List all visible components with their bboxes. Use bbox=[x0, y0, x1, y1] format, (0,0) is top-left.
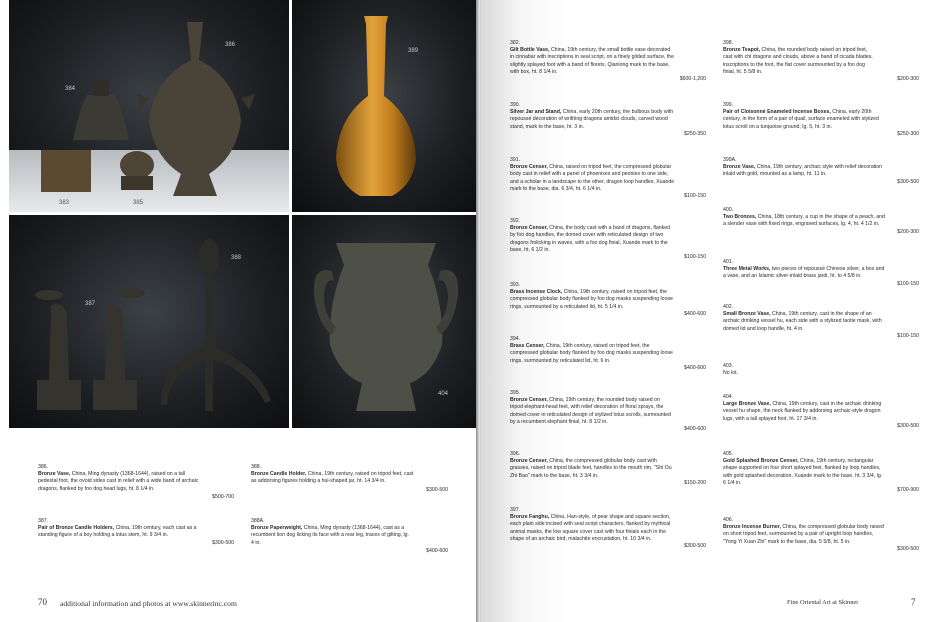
lot-title: Bronze Paperweight, bbox=[251, 525, 303, 532]
photo-lot-label: 385 bbox=[133, 200, 144, 206]
lot-estimate: $300-500 bbox=[897, 545, 919, 552]
photo-gilt-bottle-vase bbox=[292, 0, 478, 212]
lot-desc-line: tripod elephant-head feet, with relief decoration of floral sprays, the bbox=[510, 404, 664, 411]
lot-title: Bronze Teapot, bbox=[723, 47, 762, 54]
lot-desc-line: inlaid with gold, mounted as a lamp, ht. 11 in. bbox=[723, 171, 827, 178]
lot-desc-line: body cast in relief with a panel of phoenixes and peonies to one side, bbox=[510, 171, 669, 178]
lot-desc-line: base, ht. 6 1/2 in. bbox=[510, 246, 550, 253]
lot-desc-line: slightly splayed foot with a band of florets, Qianlong mark to the base, bbox=[510, 61, 670, 68]
lot-entry bbox=[510, 507, 706, 550]
lot-number: 388. bbox=[251, 464, 262, 470]
lot-entry bbox=[723, 102, 919, 138]
lot-desc-line: dragons frolicking in waves, with a foo dog finial, Xuande mark to the bbox=[510, 239, 668, 246]
lot-estimate: $300-500 bbox=[897, 178, 919, 185]
lot-desc-line: shape of an archaic bird, malachite encrustation, ht. 10 3/4 in. bbox=[510, 535, 652, 542]
lot-desc-line: pedestal foot, the ovoid sides cast in relief with a wide band of archaic bbox=[38, 478, 199, 485]
lot-desc-line: with gold splashed decoration, Xuande mark to the base, ht. 3 3/4, lg. bbox=[723, 472, 883, 479]
lot-title: Bronze Censer, bbox=[510, 458, 550, 465]
lot-desc-line: a vase, and an Islamic silver-inlaid brass jardi, ht. to 4 5/8 in. bbox=[723, 273, 862, 280]
lot-entry bbox=[723, 451, 919, 494]
lot-number: 403. bbox=[723, 363, 734, 369]
lot-number: 393. bbox=[510, 282, 521, 288]
lot-desc-line: as addorsing figures holding a hui-shaped jar, ht. 14 3/4 in. bbox=[251, 478, 386, 485]
lot-desc-line: Three Metal Works, two pieces of repoussé Chinese silver, a box and bbox=[723, 266, 885, 273]
lot-entry bbox=[723, 259, 919, 288]
lot-desc-line: grasses, raised on tripod blade feet, handles to the mouth rim, "Shi Ou bbox=[510, 465, 672, 472]
lot-title: Bronze Censer, bbox=[510, 397, 550, 404]
lot-desc-line: No lot. bbox=[723, 370, 738, 377]
lot-number: 400. bbox=[723, 207, 734, 213]
lot-desc-line: by foo dog handles, the domed cover with reticulated design of two bbox=[510, 232, 664, 239]
lot-desc-line: China, Ming dynasty (1368-1644), raised on a tall bbox=[71, 471, 186, 478]
bronze-vase-illustration bbox=[9, 0, 289, 212]
lot-desc-line: Brass Incense Clock, China, 19th century, raised on tripod feet, the bbox=[510, 289, 668, 296]
lot-desc-line: archaic drinking vessel hu, each side with a stylized taotie mask, with bbox=[723, 318, 882, 325]
lot-estimate: $300-500 bbox=[897, 422, 919, 429]
lot-title: Gold Splashed Bronze Censer, bbox=[723, 458, 800, 465]
lot-entry bbox=[723, 363, 919, 377]
lot-title: Gilt Bottle Vase, bbox=[510, 47, 551, 54]
lot-number: 399A. bbox=[723, 157, 737, 163]
lot-desc-line: compressed globular body flanked by foo dog masks suspending loose bbox=[510, 296, 673, 303]
lot-number: 406. bbox=[723, 517, 734, 523]
lot-estimate: $300-500 bbox=[684, 543, 706, 550]
lot-estimate: $150-200 bbox=[684, 479, 706, 486]
lot-entry bbox=[723, 304, 919, 340]
lot-desc-line: and a scholar in a landscape to the other, dragon loop handles, Xuande bbox=[510, 178, 675, 185]
lot-desc-line: cast with chi dragons and clouds, above a band of cicada blades, bbox=[723, 54, 873, 61]
right-page bbox=[481, 0, 948, 622]
lot-title: Silver Jar and Stand, bbox=[510, 109, 563, 116]
lot-388a-description bbox=[251, 518, 451, 547]
lot-entry bbox=[723, 394, 919, 430]
lot-estimate: $400-600 bbox=[426, 548, 448, 554]
lot-entry bbox=[510, 157, 706, 200]
lot-desc-line: Pair of Cloisonné Enameled Incense Boxes, China, early 20th bbox=[723, 109, 872, 116]
lot-desc-line: recumbent lion dog licking its face with a rear leg, traces of gilting, lg. bbox=[251, 532, 410, 539]
lot-estimate: $700-900 bbox=[897, 487, 919, 494]
lot-title: Three Metal Works, bbox=[723, 266, 772, 273]
lot-desc-line: Bronze Censer, China, the compressed globular body cast with bbox=[510, 458, 657, 465]
lot-desc-line: lotus scroll on a turquoise ground, lg. 5, ht. 3 in. bbox=[723, 123, 833, 130]
lot-desc-line: Large Bronze Vase, China, 19th century, cast in the archaic drinking bbox=[723, 401, 882, 408]
lot-desc-line: China, 19th century, each cast as a bbox=[115, 525, 197, 532]
lot-desc-line: with box, ht. 8 1/4 in. bbox=[510, 68, 558, 75]
lot-desc-line: Bronze Fanghu, China, Han-style, of pear shape and square section, bbox=[510, 514, 671, 521]
lot-desc-line: 4 in. bbox=[251, 539, 261, 546]
lot-desc-line: China, Ming dynasty (1368-1644), cast as a bbox=[303, 525, 405, 532]
lot-desc-line: domed cover in reticulated design of stylized lotus scrolls, surmounted bbox=[510, 411, 671, 418]
lot-desc-line: Bronze Teapot, China, the rounded body raised on tripod feet, bbox=[723, 47, 868, 54]
lot-estimate: $600-1,200 bbox=[679, 76, 706, 83]
lot-title: Large Bronze Vase, bbox=[723, 401, 773, 408]
lot-title: Bronze Candle Holder, bbox=[251, 471, 307, 478]
lot-number: 398. bbox=[723, 40, 734, 46]
lot-entry bbox=[723, 157, 919, 186]
lot-entry bbox=[723, 517, 919, 553]
lot-title: Bronze Fanghu, bbox=[510, 514, 551, 521]
lot-number: 404. bbox=[723, 394, 734, 400]
lot-entry bbox=[510, 282, 706, 318]
lot-title: Bronze Censer, bbox=[510, 164, 550, 171]
lot-entry bbox=[510, 102, 706, 138]
candle-holder-illustration bbox=[9, 215, 289, 428]
lot-desc-line: Brass Censer, China, 19th century, raised on tripod feet, the bbox=[510, 343, 650, 350]
lot-desc-line: vessel hu shape, the neck flanked by addorsing archaic-style dragon bbox=[723, 408, 881, 415]
lot-desc-line: "Yong Yi Xuan Zhi" mark to the base, dia. 5 5/8, ht. 5 in. bbox=[723, 538, 851, 545]
lot-desc-line: animal masks, the low square cover cast with four finials each in the bbox=[510, 528, 666, 535]
lot-estimate: $200-300 bbox=[897, 76, 919, 83]
photo-lot-label: 389 bbox=[408, 48, 419, 54]
lot-title: Bronze Vase, bbox=[38, 471, 71, 478]
lot-title: Brass Incense Clock, bbox=[510, 289, 564, 296]
lot-estimate: $100-150 bbox=[684, 254, 706, 261]
lot-387-description bbox=[38, 518, 238, 540]
photo-lot-label: 386 bbox=[225, 42, 236, 48]
lot-title: Bronze Censer, bbox=[510, 225, 550, 232]
lot-number: 392. bbox=[510, 218, 521, 224]
lot-number: 388A. bbox=[251, 518, 265, 524]
lot-title: Pair of Cloisonné Enameled Incense Boxes, bbox=[723, 109, 833, 116]
lot-desc-line: Bronze Censer, China, raised on tripod feet, the compressed globular bbox=[510, 164, 672, 171]
photo-large-bronze-vase bbox=[292, 215, 478, 428]
lot-estimate: $250-350 bbox=[684, 130, 706, 137]
lot-desc-line: compressed globular body flanked by foo dog masks suspending loose bbox=[510, 350, 673, 357]
lot-desc-line: Gilt Bottle Vase, China, 19th century, the small bottle vase decorated bbox=[510, 47, 671, 54]
lot-number: 387. bbox=[38, 518, 49, 524]
lot-desc-line: stand, mark to the base, ht. 3 in. bbox=[510, 123, 585, 130]
lot-title: Bronze Incense Burner, bbox=[723, 524, 783, 531]
lot-estimate: $100-150 bbox=[897, 332, 919, 339]
lot-entry bbox=[723, 40, 919, 83]
lot-number: 401. bbox=[723, 259, 734, 265]
lot-desc-line: China, 19th century, raised on tripod feet, cast bbox=[307, 471, 414, 478]
lot-desc-line: Silver Jar and Stand, China, early 20th century, the bulbous body with bbox=[510, 109, 674, 116]
lot-number: 396. bbox=[510, 451, 521, 457]
lot-desc-line: 6 1/4 in. bbox=[723, 479, 742, 486]
lot-estimate: $400-600 bbox=[684, 426, 706, 433]
lot-386-description bbox=[38, 464, 238, 493]
lot-388-description bbox=[251, 464, 451, 486]
lot-estimate: $400-600 bbox=[684, 310, 706, 317]
lot-estimate: $100-150 bbox=[684, 193, 706, 200]
hu-vase-illustration bbox=[292, 215, 478, 428]
page-number-right: 7 bbox=[911, 597, 916, 607]
lot-estimate: $200-300 bbox=[897, 228, 919, 235]
lot-desc-line: standing figure of a boy holding a lotus stem, ht. 9 3/4 in. bbox=[38, 532, 169, 539]
lot-desc-line: inscriptions to the foot, the flat cover surmounted by a foo dog bbox=[723, 61, 865, 68]
lot-desc-line: by a recumbent elephant finial, ht. 8 1/2 in. bbox=[510, 418, 608, 425]
lot-title: Small Bronze Vase, bbox=[723, 311, 773, 318]
lot-number: 391. bbox=[510, 157, 521, 163]
lot-desc-line: each plain side incised with seal script characters, flanked by mythical bbox=[510, 521, 671, 528]
lot-entry bbox=[510, 336, 706, 372]
lot-number: 395. bbox=[510, 390, 521, 396]
lot-entry bbox=[510, 390, 706, 433]
lot-number: 402. bbox=[723, 304, 734, 310]
lot-desc-line: a slender vase with fixed rings, engraved surfaces, lg. 4, ht. 4 1/2 in. bbox=[723, 221, 880, 228]
lot-entry bbox=[723, 207, 919, 236]
lot-desc-line: lugs, with a tall splayed foot, ht. 17 3/4 in. bbox=[723, 415, 818, 422]
lot-desc-line: Small Bronze Vase, China, 19th century, cast in the shape of an bbox=[723, 311, 872, 318]
lot-desc-line: Bronze Censer, China, the body cast with a band of dragons, flanked bbox=[510, 225, 671, 232]
lot-number: 399. bbox=[723, 102, 734, 108]
lot-number: 382. bbox=[510, 40, 521, 46]
lot-desc-line: finial, ht. 5 5/8 in. bbox=[723, 68, 763, 75]
photo-lot-label: 383 bbox=[59, 200, 70, 206]
lot-desc-line: mark to the base, dia. 6 3/4, ht. 6 1/4 in. bbox=[510, 185, 602, 192]
photo-candle-holders bbox=[9, 215, 289, 428]
lot-estimate: $400-600 bbox=[684, 364, 706, 371]
lot-number: 405. bbox=[723, 451, 734, 457]
footer-catalog-title: Fine Oriental Art at Skinner bbox=[787, 599, 859, 606]
lot-title: Pair of Bronze Candle Holders, bbox=[38, 525, 115, 532]
lot-desc-line: Zhi Bao" mark to the base, ht. 3 3/4 in. bbox=[510, 472, 599, 479]
lot-entry bbox=[510, 218, 706, 261]
lot-desc-line: rings, surmounted by a reticulated lid, ht. 5 1/4 in. bbox=[510, 303, 624, 310]
lot-desc-line: domed lid and loop handle, ht. 4 in. bbox=[723, 325, 804, 332]
lot-estimate: $250-300 bbox=[897, 130, 919, 137]
lot-title: Bronze Vase, bbox=[723, 164, 757, 171]
photo-lot-label: 404 bbox=[438, 391, 449, 397]
photo-lot-label: 387 bbox=[85, 301, 96, 307]
footer-url: additional information and photos at www.skinnerinc.com bbox=[60, 599, 237, 608]
lot-desc-line: Bronze Incense Burner, China, the compressed globular body raised bbox=[723, 524, 884, 531]
lot-desc-line: shape supported on four short splayed feet, flanked by loop handles, bbox=[723, 465, 881, 472]
photo-lot-label: 388 bbox=[231, 255, 242, 261]
lot-number: 394. bbox=[510, 336, 521, 342]
lot-desc-line: repoussé decoration of writhing dragons amidst clouds, carved wood bbox=[510, 116, 668, 123]
lot-estimate: $100-150 bbox=[897, 280, 919, 287]
lot-entry bbox=[510, 451, 706, 487]
lot-desc-line: in cinnabar with inscriptions in seal script, on a finely gilded surface, the bbox=[510, 54, 675, 61]
lot-desc-line: on short tripod feet, surmounted by a pair of upright loop handles, bbox=[723, 531, 874, 538]
lot-estimate: $500-700 bbox=[212, 494, 234, 500]
lot-desc-line: Two Bronzes, China, 18th century, a cup in the shape of a peach, and bbox=[723, 214, 885, 221]
lot-title: Two Bronzes, bbox=[723, 214, 758, 221]
photo-bronzes-group bbox=[9, 0, 289, 212]
lot-number: 397. bbox=[510, 507, 521, 513]
lot-desc-line: Bronze Censer, China, 19th century, the rounded body raised on bbox=[510, 397, 660, 404]
lot-desc-line: Bronze Vase, China, 19th century, archaic style with relief decoration bbox=[723, 164, 883, 171]
photo-lot-label: 384 bbox=[65, 86, 76, 92]
lot-desc-line: Gold Splashed Bronze Censer, China, 19th century, rectangular bbox=[723, 458, 874, 465]
lot-entry bbox=[510, 40, 706, 83]
lot-estimate: $300-500 bbox=[426, 487, 448, 493]
lot-desc-line: rings, surmounted by reticulated lid, ht. 6 in. bbox=[510, 357, 611, 364]
lot-desc-line: century, in the form of a pair of quail, surface enameled with stylized bbox=[723, 116, 879, 123]
page-number-left: 70 bbox=[38, 597, 47, 607]
lot-number: 390. bbox=[510, 102, 521, 108]
lot-estimate: $300-500 bbox=[212, 540, 234, 546]
lot-number: 386. bbox=[38, 464, 49, 470]
lot-desc-line: dragons, flanked by foo dog head lugs, ht. 8 1/4 in. bbox=[38, 485, 155, 492]
gilt-vase-illustration bbox=[292, 0, 478, 212]
lot-title: Brass Censer, bbox=[510, 343, 547, 350]
